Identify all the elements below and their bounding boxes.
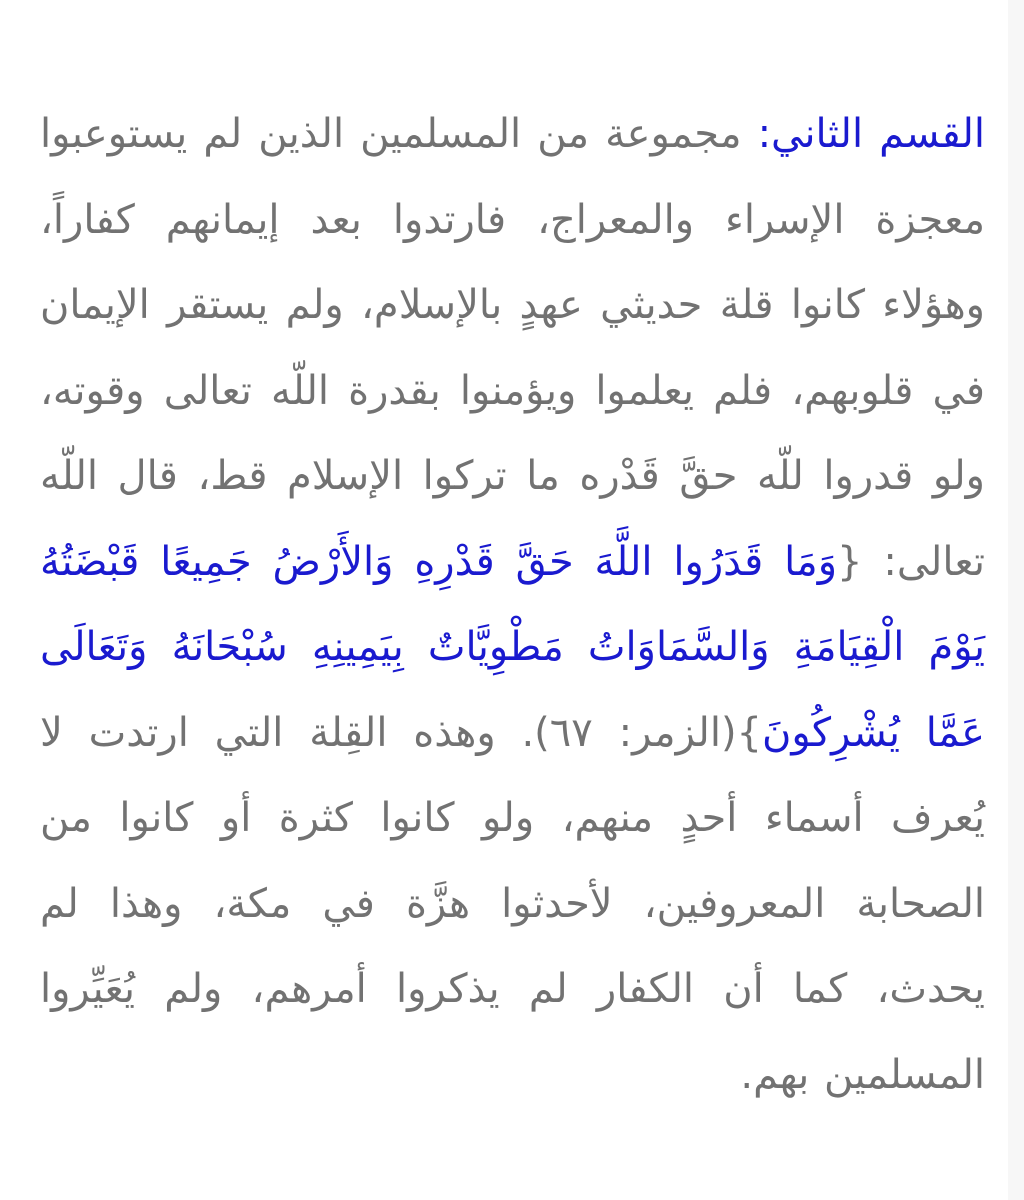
article-paragraph (40, 92, 985, 1118)
verse-citation: }(الزمر: ٦٧). (521, 709, 762, 756)
scrollbar-strip (1008, 0, 1024, 1200)
quran-verse: وَمَا قَدَرُوا اللَّهَ حَقَّ قَدْرِهِ وَالأَرْضُ جَمِيعًا قَبْضَتُهُ يَوْمَ الْقِيَامَةِ وَالسَّمَاوَاتُ مَطْوِيَّاتٌ بِيَمِينِهِ سُبْحَانَهُ وَتَعَالَى عَمَّا يُشْرِكُونَ (40, 538, 985, 756)
body-text-rest: وهذه القِلة التي ارتدت لا يُعرف أسماء أحدٍ منهم، ولو كانوا كثرة أو كانوا من الصحابة المعروفين، لأحدثوا هزَّة في مكة، وهذا لم يحدث، كما أن الكفار لم يذكروا أمرهم، ولم يُعَيِّروا المسلمين بهم. (40, 709, 985, 1098)
section-heading: القسم الثاني: (757, 111, 985, 157)
body-text-intro: مجموعة من المسلمين الذين لم يستوعبوا معجزة الإسراء والمعراج، فارتدوا بعد إيمانهم كفاراً، وهؤلاء كانوا قلة حديثي عهدٍ بالإسلام، ولم يستقر الإيمان في قلوبهم، فلم يعلموا ويؤمنوا بقدرة اللّه تعالى وقوته، ولو قدروا للّه حقَّ قَدْره ما تركوا الإسلام قط، قال اللّه تعالى: { (40, 111, 985, 585)
